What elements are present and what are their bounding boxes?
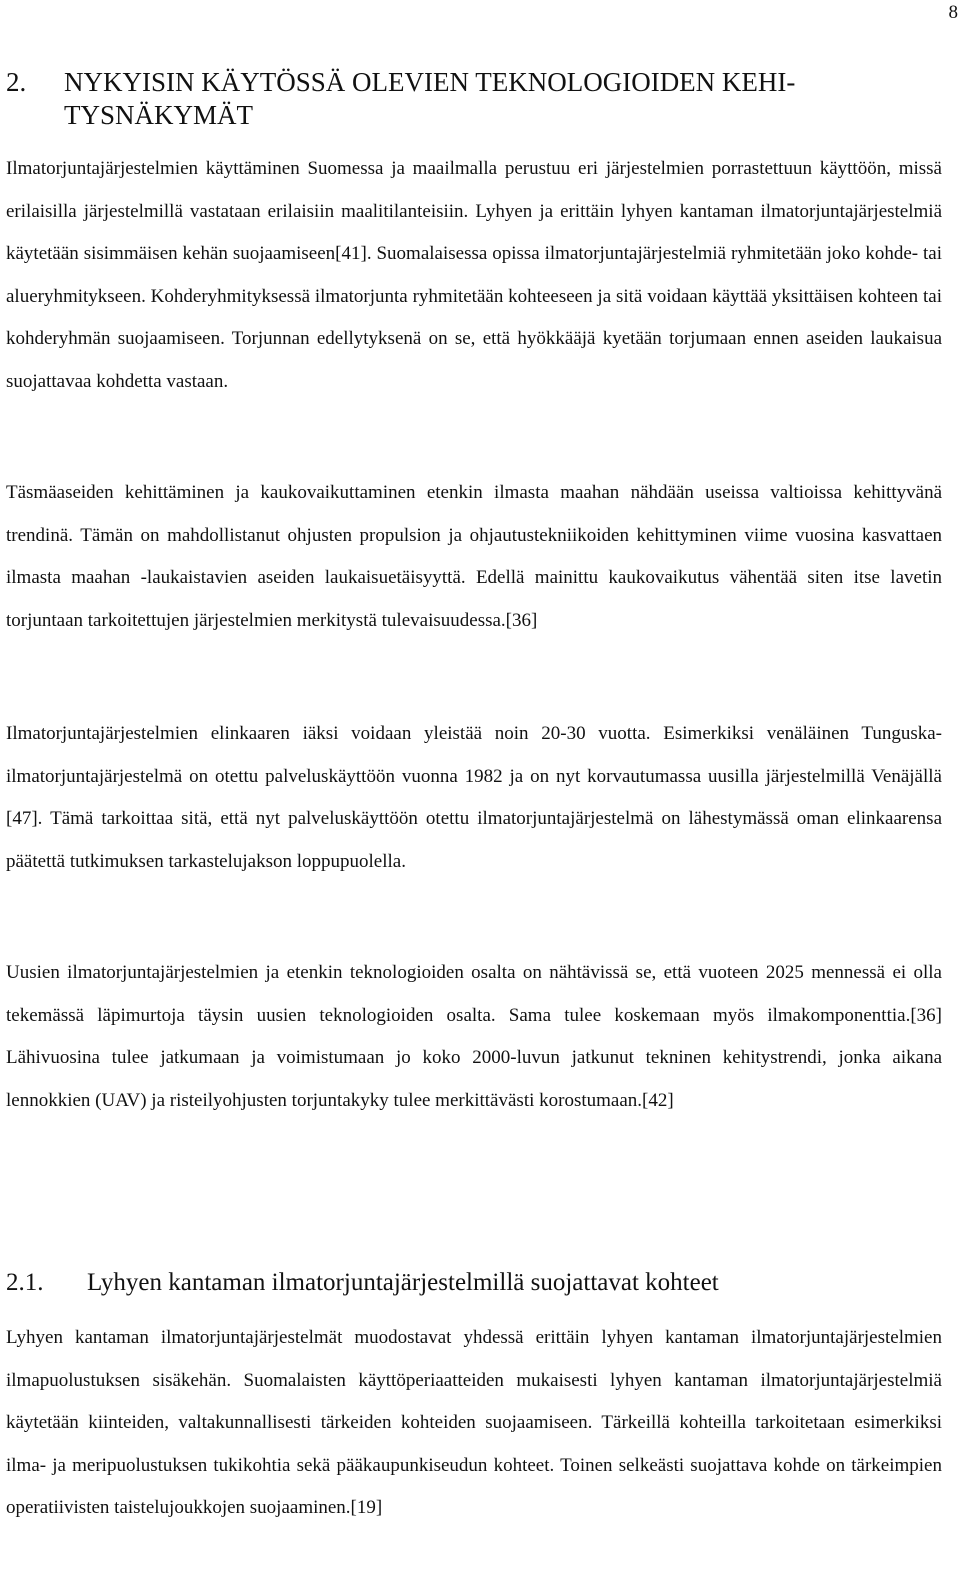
paragraph-1: Ilmatorjuntajärjestelmien käyttäminen Suomessa ja maailmalla perustuu eri järjestelmien porrastettuun käyttöön, missä erilaisilla järjestelmillä vastataan erilaisiin maalitilanteisiin. Lyhyen ja erittäin lyhyen kantaman ilmatorjuntajärjestelmiä käytetään sisimmäisen kehän suojaamiseen[41]. Suomalaisessa opissa ilmatorjuntajärjestelmiä ryhmitetään joko kohde- tai alueryhmitykseen. Kohderyhmityksessä ilmatorjunta ryhmitetään kohteeseen ja sitä voidaan käyttää yksittäisen kohteen tai kohderyhmän suojaamiseen. Torjunnan edellytyksenä on se, että hyökkääjä kyetään torjumaan ennen aseiden laukaisua suojattavaa kohdetta vastaan. xyxy=(6,158,942,392)
paragraph-4: Uusien ilmatorjuntajärjestelmien ja etenkin teknologioiden osalta on nähtävissä se, että vuoteen 2025 mennessä ei olla tekemässä läpimurtoja täysin uusien teknologioiden osalta. Sama tulee koskemaan myös ilmakomponenttia.[36] Lähivuosina tulee jatkumaan ja voimistumaan jo koko 2000-luvun jatkunut tekninen kehitystrendi, jonka aikana lennokkien (UAV) ja risteilyohjusten torjuntakyky tulee merkittävästi korostumaan.[42] xyxy=(6,962,942,1111)
subsection-heading xyxy=(6,1263,936,1303)
section-title: NYKYISIN KÄYTÖSSÄ OLEVIEN TEKNOLOGIOIDEN KEHI-TYSNÄKYMÄT xyxy=(64,67,796,130)
page-number: 8 xyxy=(948,2,958,23)
subsection-title: Lyhyen kantaman ilmatorjuntajärjestelmillä suojattavat kohteet xyxy=(87,1269,719,1296)
section-number: 2. xyxy=(6,67,27,97)
section-heading xyxy=(6,66,936,132)
paragraph-2: Täsmäaseiden kehittäminen ja kaukovaikuttaminen etenkin ilmasta maahan nähdään useissa valtioissa kehittyvänä trendinä. Tämän on mahdollistanut ohjusten propulsion ja ohjautustekniikoiden kehittyminen viime vuosina kasvattaen ilmasta maahan -laukaistavien aseiden laukaisuetäisyyttä. Edellä mainittu kaukovaikutus vähentää siten itse lavetin torjuntaan tarkoitettujen järjestelmien merkitystä tulevaisuudessa.[36] xyxy=(6,482,942,631)
subsection-number: 2.1. xyxy=(6,1269,44,1296)
subsection-paragraph: Lyhyen kantaman ilmatorjuntajärjestelmät muodostavat yhdessä erittäin lyhyen kantaman ilmatorjuntajärjestelmien ilmapuolustuksen sisäkehän. Suomalaisten käyttöperiaatteiden mukaisesti lyhyen kantaman ilmatorjuntajärjestelmiä käytetään kiinteiden, valtakunnallisesti tärkeiden kohteiden suojaamiseen. Tärkeillä kohteilla tarkoitetaan esimerkiksi ilma- ja meripuolustuksen tukikohtia sekä pääkaupunkiseudun kohteet. Toinen selkeästi suojattava kohde on tärkeimpien operatiivisten taistelujoukkojen suojaaminen.[19] xyxy=(6,1327,942,1518)
paragraph-3: Ilmatorjuntajärjestelmien elinkaaren iäksi voidaan yleistää noin 20-30 vuotta. Esimerkiksi venäläinen Tunguska-ilmatorjuntajärjestelmä on otettu palveluskäyttöön vuonna 1982 ja on nyt korvautumassa uusilla järjestelmillä Venäjällä [47]. Tämä tarkoittaa sitä, että nyt palveluskäyttöön otettu ilmatorjuntajärjestelmä on lähestymässä oman elinkaarensa päätettä tutkimuksen tarkastelujakson loppupuolella. xyxy=(6,723,942,872)
